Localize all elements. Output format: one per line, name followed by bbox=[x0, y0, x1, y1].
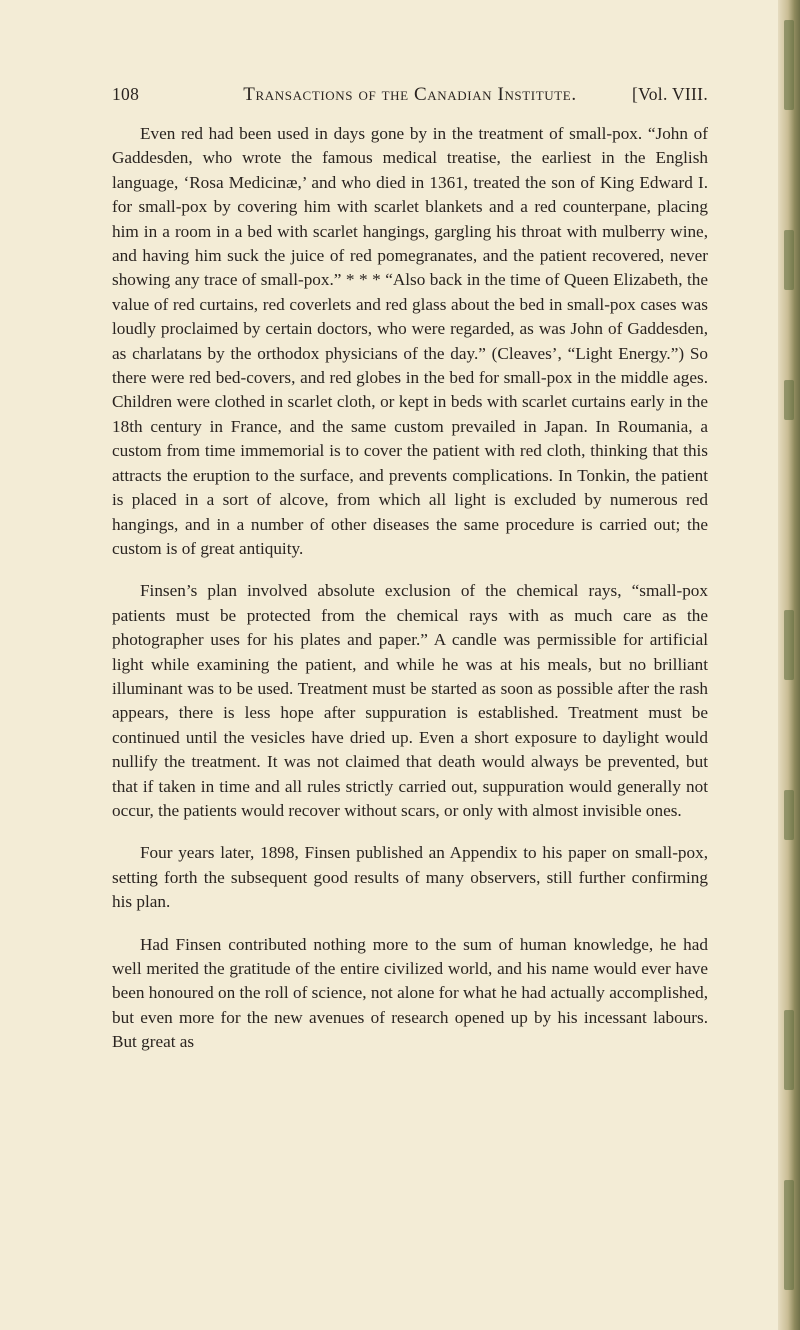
body-text bbox=[112, 122, 708, 1055]
running-title: Transactions of the Canadian Institute. bbox=[243, 84, 577, 105]
paragraph-finsen-legacy: Had Finsen contributed nothing more to the sum of human knowledge, he had well merited the gratitude of the entire civilized world, and his name would ever have been honoured on the roll of science, not alone for what he had actually accomplished, but even more for the new avenues of research opened up by his incessant labours. But great as bbox=[112, 934, 708, 1052]
paragraph-appendix: Four years later, 1898, Finsen published an Appendix to his paper on small-pox, setting forth the subsequent good results of many observers, still further confirming his plan. bbox=[112, 843, 708, 912]
page-number: 108 bbox=[112, 84, 140, 104]
paragraph-finsen-plan: Finsen’s plan involved absolute exclusion of the chemical rays, “small-pox patients must be protected from the chemical rays with as much care as the photographer uses for his plates and paper.” A candle was permissible for artificial light while examining the patient, and while he was at his meals, but no brilliant illuminant was to be used. Treatment must be started as soon as possible after the rash appears, there is less hope after suppuration is established. Treatment must be continued until the vesicles have dried up. Even a short exposure to daylight would nullify the treatment. It was not claimed that death would always be prevented, but that if taken in time and all rules strictly carried out, suppuration would generally not occur, the patients would recover without scars, or only with almost invisible ones. bbox=[112, 581, 708, 820]
page-edge-shadow bbox=[778, 0, 800, 1330]
paragraph-red-treatment: Even red had been used in days gone by in the treatment of small-pox. “John of Gaddesden, who wrote the famous medical treatise, the earliest in the English language, ‘Rosa Medicinæ,’ and who died in 1361, treated the son of King Edward I. for small-pox by covering him with scarlet blankets and a red counterpane, placing him in a room in a bed with scarlet hangings, gargling his throat with mulberry wine, and having him suck the juice of red pomegranates, and the patient recovered, never showing any trace of small-pox.” * * * “Also back in the time of Queen Elizabeth, the value of red curtains, red coverlets and red glass about the bed in small-pox cases was loudly proclaimed by certain doctors, who were regarded, as was John of Gaddesden, as charlatans by the orthodox physicians of the day.” (Cleaves’, “Light Energy.”) So there were red bed-covers, and red globes in the bed for small-pox in the middle ages. Children were clothed in scarlet cloth, or kept in beds with scarlet curtains early in the 18th century in France, and the same custom prevailed in Japan. In Roumania, a custom from time immemorial is to cover the patient with red cloth, thinking that this attracts the eruption to the surface, and prevents complications. In Tonkin, the patient is placed in a sort of alcove, from which all light is excluded by numerous red hangings, and in a number of other diseases the same procedure is carried out; the custom is of great antiquity. bbox=[112, 124, 708, 558]
running-header bbox=[112, 84, 708, 110]
volume-label: [Vol. VIII. bbox=[631, 84, 708, 104]
